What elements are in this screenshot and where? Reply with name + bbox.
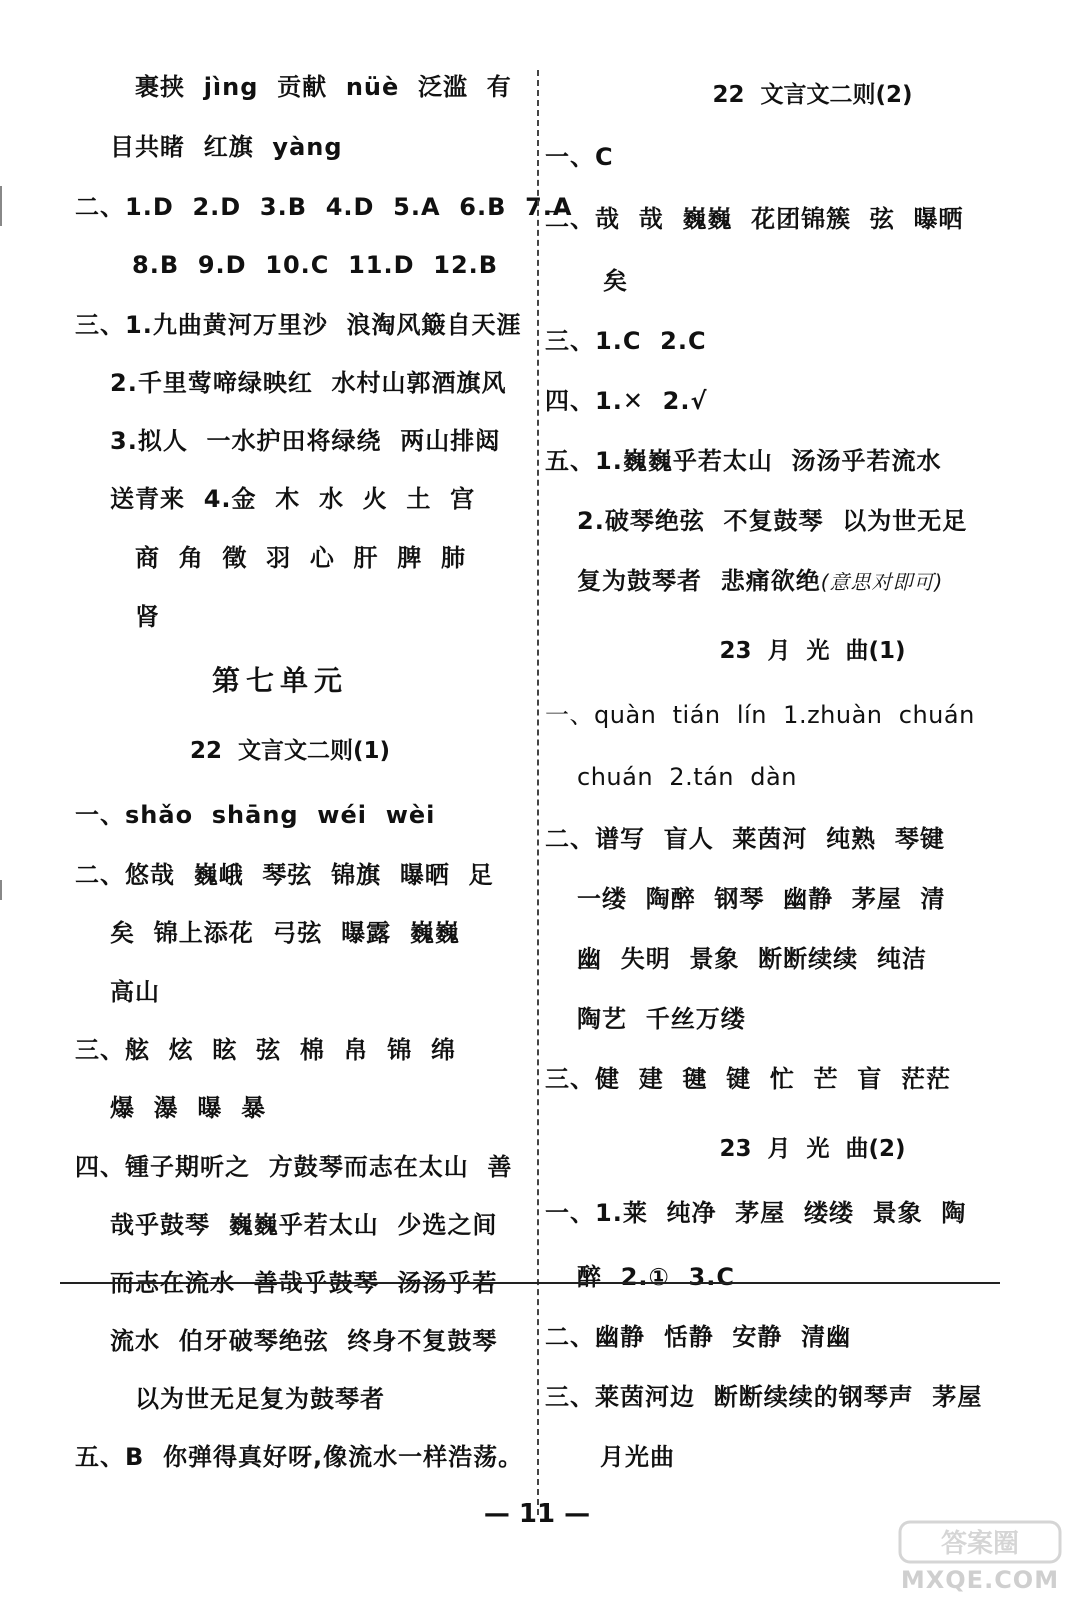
answer-line: 一、C bbox=[545, 143, 614, 171]
answer-line: 二、1.D 2.D 3.B 4.D 5.A 6.B 7.A bbox=[75, 193, 573, 221]
answer-line: chuán 2.tán dàn bbox=[577, 763, 797, 791]
section-title: 22 文言文二则(2) bbox=[712, 82, 913, 108]
answer-line: 8.B 9.D 10.C 11.D 12.B bbox=[132, 251, 499, 279]
answer-line: 五、B 你弹得真好呀,像流水一样浩荡。 bbox=[75, 1443, 524, 1471]
answer-line: 哉乎鼓琴 巍巍乎若太山 少选之间 bbox=[110, 1211, 498, 1239]
answer-line: 三、1.C 2.C bbox=[545, 327, 707, 355]
answer-line: 四、锺子期听之 方鼓琴而志在太山 善 bbox=[75, 1153, 513, 1181]
answer-note: (意思对即可) bbox=[820, 570, 944, 594]
scan-edge-mark bbox=[0, 186, 8, 226]
answer-line: 一、quàn tián lín 1.zhuàn chuán bbox=[545, 701, 975, 729]
section-title: 23 月 光 曲(1) bbox=[719, 638, 906, 664]
answer-line: 四、1.✕ 2.√ bbox=[545, 387, 708, 415]
answer-line: 肾 bbox=[135, 603, 160, 631]
answer-line: 矣 bbox=[603, 267, 628, 295]
scan-edge-mark bbox=[0, 880, 8, 900]
watermark-logo-icon bbox=[898, 1518, 1062, 1566]
answer-line: 幽 失明 景象 断断续续 纯洁 bbox=[577, 945, 927, 973]
answer-line: 流水 伯牙破琴绝弦 终身不复鼓琴 bbox=[110, 1327, 498, 1355]
answer-line: 一、1.莱 纯净 茅屋 缕缕 景象 陶 bbox=[545, 1199, 967, 1227]
answer-line: 爆 瀑 曝 暴 bbox=[110, 1094, 267, 1122]
answer-line: 2.破琴绝弦 不复鼓琴 以为世无足 bbox=[577, 507, 968, 535]
answer-line: 陶艺 千丝万缕 bbox=[577, 1005, 746, 1033]
answer-line: 商 角 徵 羽 心 肝 脾 肺 bbox=[135, 544, 466, 572]
answer-line: 高山 bbox=[110, 978, 160, 1006]
answer-line: 二、悠哉 巍峨 琴弦 锦旗 曝晒 足 bbox=[75, 861, 494, 889]
answer-line: 以为世无足复为鼓琴者 bbox=[135, 1385, 385, 1413]
answer-line: 三、1.九曲黄河万里沙 浪淘风簸自天涯 bbox=[75, 311, 522, 339]
watermark-site: MXQE.COM bbox=[900, 1566, 1060, 1594]
answer-line: 一缕 陶醉 钢琴 幽静 茅屋 清 bbox=[577, 885, 946, 913]
column-divider bbox=[537, 70, 539, 1515]
answer-line: 五、1.巍巍乎若太山 汤汤乎若流水 bbox=[545, 447, 942, 475]
answer-line: 而志在流水 善哉乎鼓琴 汤汤乎若 bbox=[110, 1269, 498, 1297]
watermark-logo-text: 答案圈 bbox=[940, 1529, 1020, 1559]
page-number: — 11 — bbox=[483, 1499, 591, 1529]
watermark bbox=[888, 1518, 1072, 1598]
answer-line: 裹挟 jìng 贡献 nüè 泛滥 有 bbox=[135, 73, 512, 101]
answer-line: 矣 锦上添花 弓弦 曝露 巍巍 bbox=[110, 919, 460, 947]
answer-line: 二、谱写 盲人 莱茵河 纯熟 琴键 bbox=[545, 825, 945, 853]
horizontal-rule bbox=[60, 1282, 1000, 1284]
answer-line: 二、哉 哉 巍巍 花团锦簇 弦 曝晒 bbox=[545, 205, 964, 233]
unit-title: 第七单元 bbox=[211, 664, 348, 697]
answer-line: 三、健 建 毽 键 忙 芒 盲 茫茫 bbox=[545, 1065, 951, 1093]
section-title: 22 文言文二则(1) bbox=[189, 738, 391, 764]
answer-line: 一、shǎo shāng wéi wèi bbox=[75, 801, 436, 829]
answer-line: 三、舷 炫 眩 弦 棉 帛 锦 绵 bbox=[75, 1036, 456, 1064]
answer-line: 3.拟人 一水护田将绿绕 两山排闼 bbox=[110, 427, 501, 455]
answer-text: 复为鼓琴者 悲痛欲绝 bbox=[577, 567, 821, 595]
section-title: 23 月 光 曲(2) bbox=[719, 1136, 906, 1162]
answer-line: 2.千里莺啼绿映红 水村山郭酒旗风 bbox=[110, 369, 507, 397]
answer-line: 送青来 4.金 木 水 火 土 宫 bbox=[110, 485, 476, 513]
answer-line: 三、莱茵河边 断断续续的钢琴声 茅屋 bbox=[545, 1383, 983, 1411]
answer-line: 二、幽静 恬静 安静 清幽 bbox=[545, 1323, 852, 1351]
answer-line: 目共睹 红旗 yàng bbox=[110, 133, 343, 161]
answer-line: 醉 2.① 3.C bbox=[577, 1263, 735, 1291]
answer-line: 月光曲 bbox=[600, 1443, 675, 1471]
answer-line bbox=[577, 566, 943, 597]
